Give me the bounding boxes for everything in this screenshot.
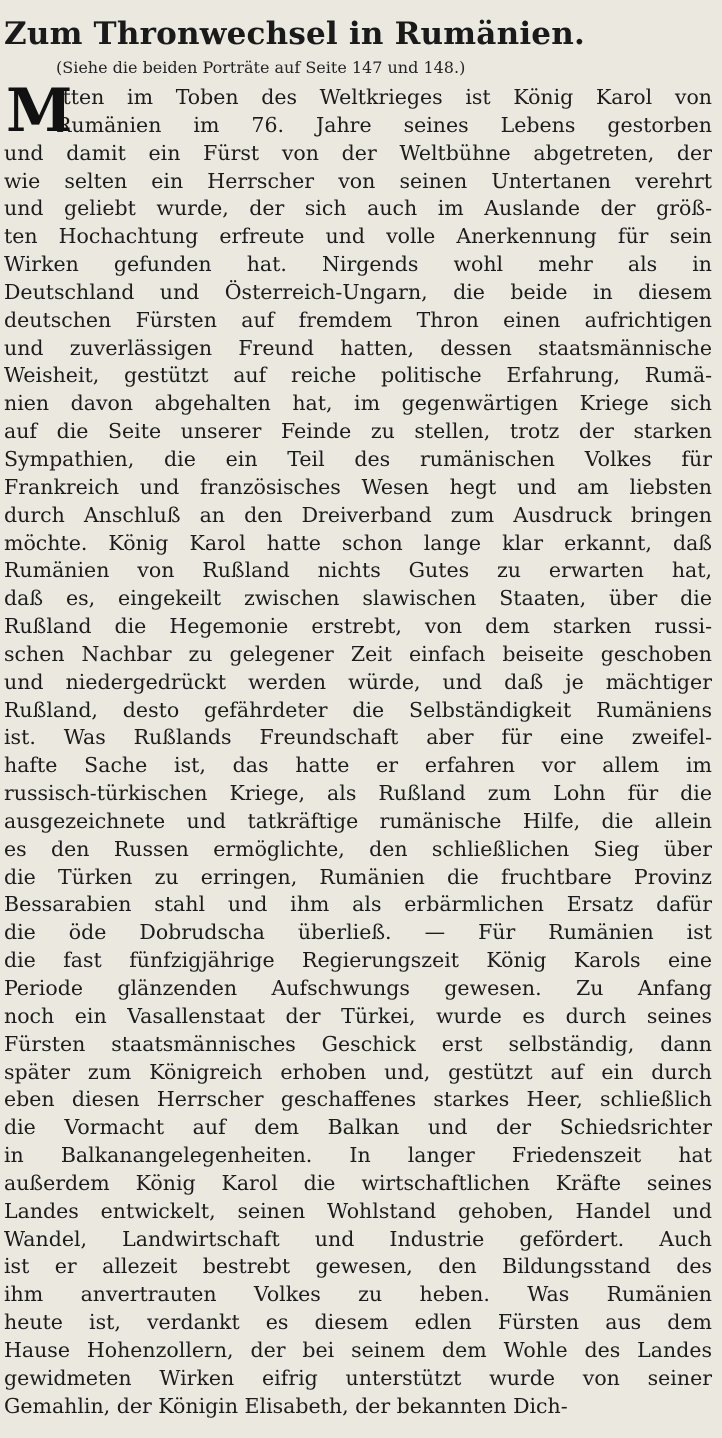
article-text-line: Rumänien von Rußland nichts Gutes zu erwarten hat, <box>4 558 712 583</box>
article-text-line: itten im Toben des Weltkrieges ist König Karol von <box>56 85 712 109</box>
article-text-line: Deutschland und Österreich-Ungarn, die beide in diesem <box>4 279 712 304</box>
article-text-line: die fast fünfzigjährige Regierungszeit König Karols eine <box>4 948 712 973</box>
article-text-line: und zuverlässigen Freund hatten, dessen staatsmännische <box>4 335 712 360</box>
article-text-line: Weisheit, gestützt auf reiche politische Erfahrung, Rumä- <box>4 363 712 388</box>
article-text-line: Rußland, desto gefährdeter die Selbständigkeit Rumäniens <box>4 697 712 722</box>
article-text-line: daß es, eingekeilt zwischen slawischen Staaten, über die <box>4 586 712 611</box>
article-text-line: Wandel, Landwirtschaft und Industrie gefördert. Auch <box>4 1226 712 1251</box>
article-text-line: noch ein Vasallenstaat der Türkei, wurde es durch seines <box>4 1003 712 1028</box>
article-body <box>4 76 712 1421</box>
article-text-line: ist er allezeit bestrebt gewesen, den Bildungsstand des <box>4 1254 712 1279</box>
article-text-line: wie selten ein Herrscher von seinen Untertanen verehrt <box>4 168 712 193</box>
article-text-line: Fürsten staatsmännisches Geschick erst selbständig, dann <box>4 1031 712 1056</box>
article-text-line: russisch-türkischen Kriege, als Rußland zum Lohn für die <box>4 781 712 806</box>
article-text-line: später zum Königreich erhoben und, gestützt auf ein durch <box>4 1059 712 1084</box>
article-text-line: eben diesen Herrscher geschaffenes starkes Heer, schließlich <box>4 1087 712 1112</box>
article-text-line: Hause Hohenzollern, der bei seinem dem Wohle des Landes <box>4 1337 712 1362</box>
article-text-line: Rumänien im 76. Jahre seines Lebens gestorben <box>56 112 712 137</box>
article-text-line: es den Russen ermöglichte, den schließlichen Sieg über <box>4 836 712 861</box>
article-text-line: auf die Seite unserer Feinde zu stellen, trotz der starken <box>4 419 712 444</box>
article-text-line: und geliebt wurde, der sich auch im Auslande der größ- <box>4 196 712 221</box>
article-text-line: in Balkanangelegenheiten. In langer Friedenszeit hat <box>4 1143 712 1168</box>
article-text-line: ten Hochachtung erfreute und volle Anerkennung für sein <box>4 224 712 249</box>
article-text-line: außerdem König Karol die wirtschaftlichen Kräfte seines <box>4 1170 712 1195</box>
article-text-line: und damit ein Fürst von der Weltbühne abgetreten, der <box>4 140 712 165</box>
article-text-line: Landes entwickelt, seinen Wohlstand gehoben, Handel und <box>4 1198 712 1223</box>
article-text-line: gewidmeten Wirken eifrig unterstützt wurde von seiner <box>4 1365 712 1390</box>
article-text-line: durch Anschluß an den Dreiverband zum Ausdruck bringen <box>4 502 712 527</box>
article-title: Zum Thronwechsel in Rumänien. <box>4 16 585 52</box>
article-text-line: die öde Dobrudscha überließ. — Für Rumänien ist <box>4 920 712 945</box>
article-text-line: Frankreich und französisches Wesen hegt und am liebsten <box>4 474 712 499</box>
article-text-line: Bessarabien stahl und ihm als erbärmlichen Ersatz dafür <box>4 892 712 917</box>
article-text-line: hafte Sache ist, das hatte er erfahren vor allem im <box>4 753 712 778</box>
article-text-line: deutschen Fürsten auf fremdem Thron einen aufrichtigen <box>4 307 712 332</box>
article-text-line: ihm anvertrauten Volkes zu heben. Was Rumänien <box>4 1282 712 1307</box>
article-text-line: Sympathien, die ein Teil des rumänischen Volkes für <box>4 446 712 471</box>
article-subtitle: (Siehe die beiden Porträte auf Seite 147 und 148.) <box>56 58 466 77</box>
article-text-line: Rußland die Hegemonie erstrebt, von dem starken russi- <box>4 614 712 639</box>
article-text-line: Gemahlin, der Königin Elisabeth, der bekannten Dich- <box>4 1393 568 1418</box>
drop-cap-initial: M <box>6 76 73 146</box>
article-text-line: Periode glänzenden Aufschwungs gewesen. Zu Anfang <box>4 976 712 1000</box>
article-text-line: die Türken zu erringen, Rumänien die fruchtbare Provinz <box>4 864 712 889</box>
article-text-line: möchte. König Karol hatte schon lange klar erkannt, daß <box>4 530 712 555</box>
article-text-line: ausgezeichnete und tatkräftige rumänische Hilfe, die allein <box>4 808 712 833</box>
article-text-line: nien davon abgehalten hat, im gegenwärtigen Kriege sich <box>4 391 712 416</box>
article-text-line: schen Nachbar zu gelegener Zeit einfach beiseite geschoben <box>4 641 712 666</box>
article-text-line: ist. Was Rußlands Freundschaft aber für eine zweifel- <box>4 725 712 750</box>
article-text-line: heute ist, verdankt es diesem edlen Fürsten aus dem <box>4 1310 712 1335</box>
article-text-line: und niedergedrückt werden würde, und daß je mächtiger <box>4 669 712 694</box>
article-text-line: Wirken gefunden hat. Nirgends wohl mehr als in <box>4 252 712 277</box>
article-text-line: die Vormacht auf dem Balkan und der Schiedsrichter <box>4 1115 712 1140</box>
